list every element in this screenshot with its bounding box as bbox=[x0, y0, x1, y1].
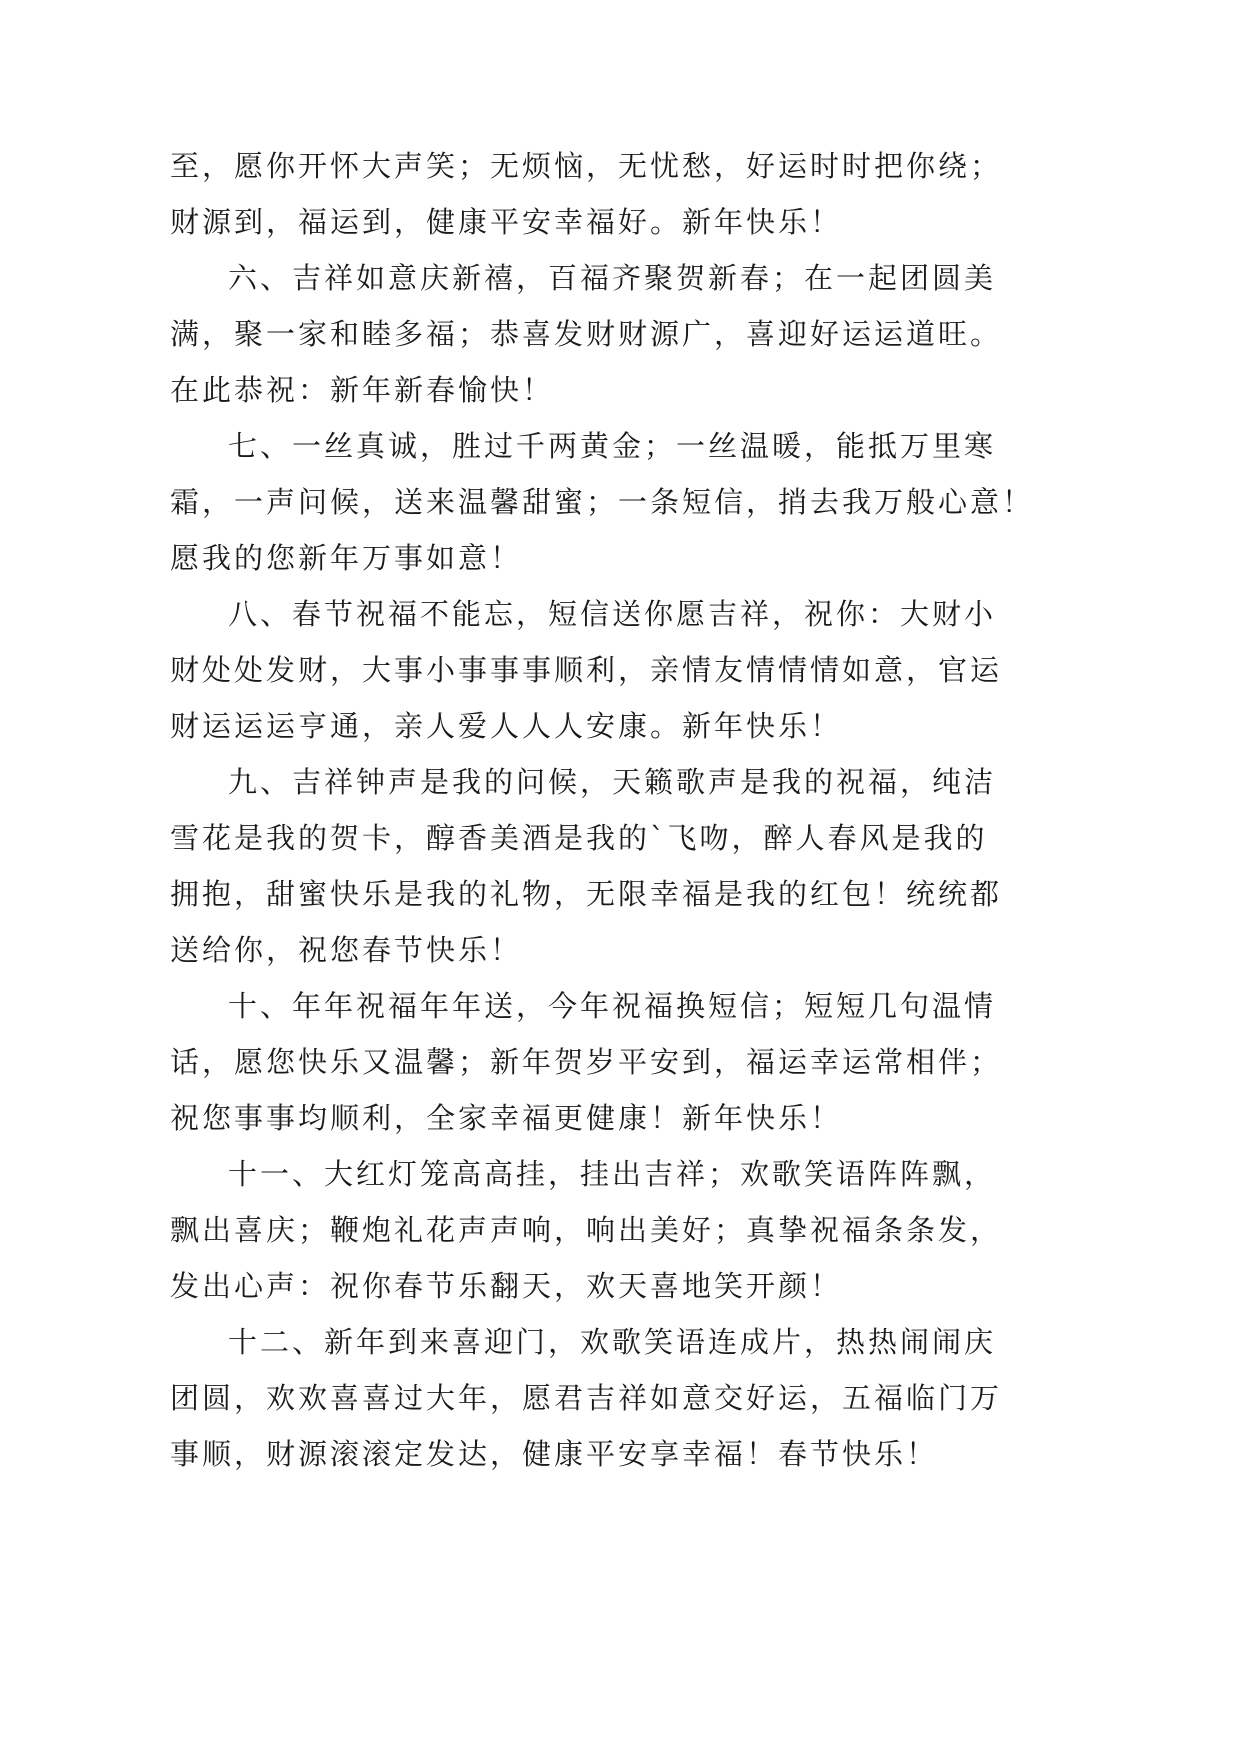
text-line: 财源到，福运到，健康平安幸福好。新年快乐！ bbox=[170, 205, 843, 239]
text-line: 雪花是我的贺卡，醇香美酒是我的`飞吻，醉人春风是我的 bbox=[170, 821, 988, 855]
text-line: 事顺，财源滚滚定发达，健康平安享幸福！春节快乐！ bbox=[170, 1437, 939, 1471]
text-line: 发出心声：祝你春节乐翻天，欢天喜地笑开颜！ bbox=[170, 1269, 843, 1303]
text-line: 送给你，祝您春节快乐！ bbox=[170, 933, 523, 967]
text-line: 七、一丝真诚，胜过千两黄金；一丝温暖，能抵万里寒 bbox=[228, 429, 997, 463]
paragraph-item-7 bbox=[170, 418, 1035, 586]
text-line: 六、吉祥如意庆新禧，百福齐聚贺新春；在一起团圆美 bbox=[228, 261, 997, 295]
paragraph-item-9 bbox=[170, 754, 1003, 978]
text-line: 拥抱，甜蜜快乐是我的礼物，无限幸福是我的红包！统统都 bbox=[170, 877, 1003, 911]
paragraph-item-10 bbox=[170, 978, 1003, 1146]
text-line: 十、年年祝福年年送，今年祝福换短信；短短几句温情 bbox=[228, 989, 997, 1023]
text-line: 飘出喜庆；鞭炮礼花声声响，响出美好；真挚祝福条条发， bbox=[170, 1213, 1003, 1247]
paragraph-continuation bbox=[170, 138, 1003, 250]
text-line: 话，愿您快乐又温馨；新年贺岁平安到，福运幸运常相伴； bbox=[170, 1045, 1003, 1079]
text-line: 八、春节祝福不能忘，短信送你愿吉祥，祝你：大财小 bbox=[228, 597, 997, 631]
paragraph-item-6 bbox=[170, 250, 1003, 418]
document-page bbox=[170, 138, 1035, 1482]
text-line: 财运运运亨通，亲人爱人人人安康。新年快乐！ bbox=[170, 709, 843, 743]
text-line: 财处处发财，大事小事事事顺利，亲情友情情情如意，官运 bbox=[170, 653, 1003, 687]
text-line: 满，聚一家和睦多福；恭喜发财财源广，喜迎好运运道旺。 bbox=[170, 317, 1003, 351]
text-line: 十一、大红灯笼高高挂，挂出吉祥；欢歌笑语阵阵飘， bbox=[228, 1157, 997, 1191]
text-line: 霜，一声问候，送来温馨甜蜜；一条短信，捎去我万般心意！ bbox=[170, 485, 1035, 519]
text-line: 团圆，欢欢喜喜过大年，愿君吉祥如意交好运，五福临门万 bbox=[170, 1381, 1003, 1415]
text-line: 祝您事事均顺利，全家幸福更健康！新年快乐！ bbox=[170, 1101, 843, 1135]
paragraph-item-8 bbox=[170, 586, 1003, 754]
text-line: 至，愿你开怀大声笑；无烦恼，无忧愁，好运时时把你绕； bbox=[170, 149, 1003, 183]
text-line: 愿我的您新年万事如意！ bbox=[170, 541, 523, 575]
text-line: 在此恭祝：新年新春愉快！ bbox=[170, 373, 555, 407]
text-line: 九、吉祥钟声是我的问候，天籁歌声是我的祝福，纯洁 bbox=[228, 765, 997, 799]
text-line: 十二、新年到来喜迎门，欢歌笑语连成片，热热闹闹庆 bbox=[228, 1325, 997, 1359]
paragraph-item-12 bbox=[170, 1314, 1003, 1482]
paragraph-item-11 bbox=[170, 1146, 1003, 1314]
